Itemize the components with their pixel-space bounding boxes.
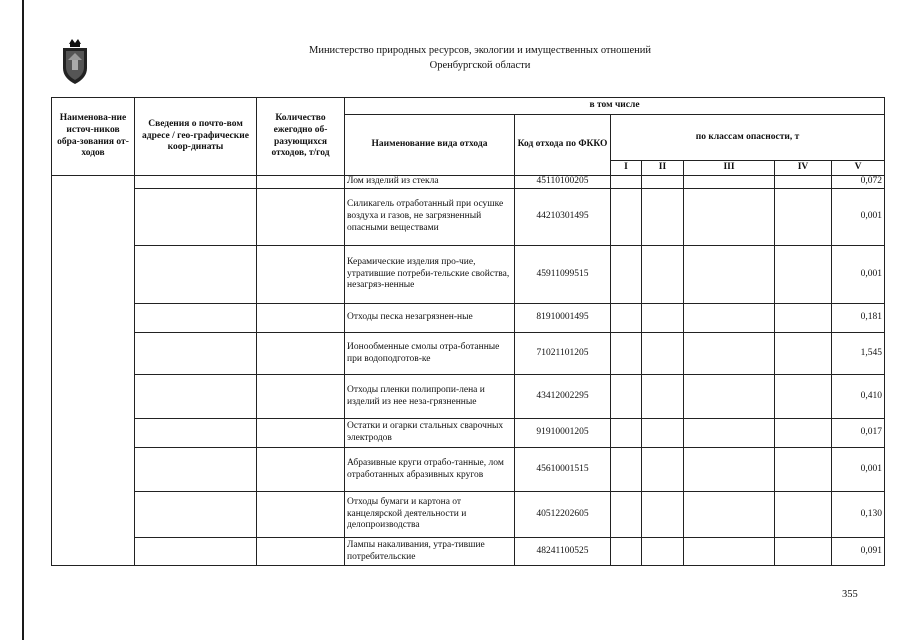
fkko-code-cell: 81910001495 [515,304,611,333]
class-iii-cell [684,333,775,375]
class-iv-cell [775,246,832,304]
fkko-code-cell: 91910001205 [515,419,611,448]
class-ii-cell [642,176,684,189]
class-ii-cell [642,304,684,333]
class-ii-cell [642,375,684,419]
class-v-cell: 0,410 [832,375,885,419]
quantity-cell [257,538,345,566]
class-iv-cell [775,492,832,538]
class-i-cell [611,375,642,419]
page-number: 355 [842,589,858,600]
coat-of-arms-icon [60,38,90,86]
class-v-cell: 0,001 [832,246,885,304]
quantity-cell [257,492,345,538]
table-row [52,375,885,419]
waste-name-cell: Отходы бумаги и картона от канцелярской деятельности и делопроизводства [345,492,515,538]
waste-name-cell: Силикагель отработанный при осушке воздуха и газов, не загрязненный опасными веществами [345,189,515,246]
class-ii-cell [642,189,684,246]
class-iv-cell [775,304,832,333]
class-i-cell [611,304,642,333]
class-iii-cell [684,375,775,419]
class-i-cell [611,333,642,375]
address-cell [135,375,257,419]
class-iv-cell [775,448,832,492]
class-header: III [684,161,775,176]
table-row [52,189,885,246]
waste-name-cell: Керамические изделия про-чие, утратившие потреби-тельские свойства, незагряз-ненные [345,246,515,304]
class-iii-cell [684,246,775,304]
fkko-code-cell: 40512202605 [515,492,611,538]
class-iv-cell [775,333,832,375]
class-iii-cell [684,419,775,448]
waste-name-cell: Остатки и огарки стальных сварочных электродов [345,419,515,448]
waste-name-cell: Лампы накаливания, утра-тившие потребительские [345,538,515,566]
class-iii-cell [684,448,775,492]
waste-name-cell: Абразивные круги отрабо-танные, лом отработанных абразивных кругов [345,448,515,492]
source-cell [52,176,135,566]
ministry-name-line2: Оренбургской области [429,60,531,71]
class-iv-cell [775,538,832,566]
fkko-code-cell: 71021101205 [515,333,611,375]
class-iii-cell [684,538,775,566]
address-cell [135,189,257,246]
table-row [52,246,885,304]
class-i-cell [611,448,642,492]
class-ii-cell [642,246,684,304]
class-ii-cell [642,492,684,538]
address-cell [135,176,257,189]
waste-name-cell: Отходы песка незагрязнен-ные [345,304,515,333]
address-cell [135,419,257,448]
class-v-cell: 0,181 [832,304,885,333]
waste-name-cell: Отходы пленки полипропи-лена и изделий из нее неза-грязненные [345,375,515,419]
class-ii-cell [642,538,684,566]
header-quantity: Количество ежегодно об-разующихся отходов, т/год [257,98,345,176]
class-iii-cell [684,304,775,333]
table-row [52,419,885,448]
waste-name-cell: Лом изделий из стекла [345,176,515,189]
class-header: V [832,161,885,176]
class-iv-cell [775,419,832,448]
class-v-cell: 0,072 [832,176,885,189]
quantity-cell [257,333,345,375]
class-v-cell: 0,091 [832,538,885,566]
fkko-code-cell: 45610001515 [515,448,611,492]
table-row [52,492,885,538]
quantity-cell [257,375,345,419]
fkko-code-cell: 43412002295 [515,375,611,419]
class-ii-cell [642,419,684,448]
scan-binding-edge [22,0,24,640]
class-i-cell [611,492,642,538]
quantity-cell [257,246,345,304]
class-ii-cell [642,333,684,375]
class-header: II [642,161,684,176]
waste-table [51,97,885,566]
class-v-cell: 0,130 [832,492,885,538]
table-row [52,304,885,333]
address-cell [135,333,257,375]
class-iii-cell [684,189,775,246]
address-cell [135,246,257,304]
header-fkko-code: Код отхода по ФККО [515,115,611,176]
class-v-cell: 1,545 [832,333,885,375]
table-row [52,333,885,375]
fkko-code-cell: 45110100205 [515,176,611,189]
class-iv-cell [775,176,832,189]
table-row [52,176,885,189]
address-cell [135,448,257,492]
address-cell [135,492,257,538]
address-cell [135,538,257,566]
quantity-cell [257,448,345,492]
class-iii-cell [684,492,775,538]
class-iv-cell [775,375,832,419]
class-iv-cell [775,189,832,246]
header-waste-name: Наименование вида отхода [345,115,515,176]
header-address: Сведения о почто-вом адресе / гео-графические коор-динаты [135,98,257,176]
quantity-cell [257,304,345,333]
class-i-cell [611,419,642,448]
fkko-code-cell: 48241100525 [515,538,611,566]
class-v-cell: 0,001 [832,189,885,246]
waste-name-cell: Ионообменные смолы отра-ботанные при водоподготов-ке [345,333,515,375]
class-i-cell [611,176,642,189]
class-iii-cell [684,176,775,189]
quantity-cell [257,419,345,448]
class-v-cell: 0,017 [832,419,885,448]
quantity-cell [257,176,345,189]
fkko-code-cell: 44210301495 [515,189,611,246]
class-v-cell: 0,001 [832,448,885,492]
header-including: в том числе [345,98,885,115]
class-header: I [611,161,642,176]
class-ii-cell [642,448,684,492]
class-i-cell [611,189,642,246]
header-hazard-classes: по классам опасности, т [611,115,885,161]
class-i-cell [611,538,642,566]
table-row [52,448,885,492]
table-row [52,538,885,566]
class-i-cell [611,246,642,304]
address-cell [135,304,257,333]
quantity-cell [257,189,345,246]
fkko-code-cell: 45911099515 [515,246,611,304]
header-source: Наименова-ние источ-ников обра-зования от-ходов [52,98,135,176]
ministry-name-line1: Министерство природных ресурсов, экологии и имущественных отношений [308,45,651,56]
class-header: IV [775,161,832,176]
